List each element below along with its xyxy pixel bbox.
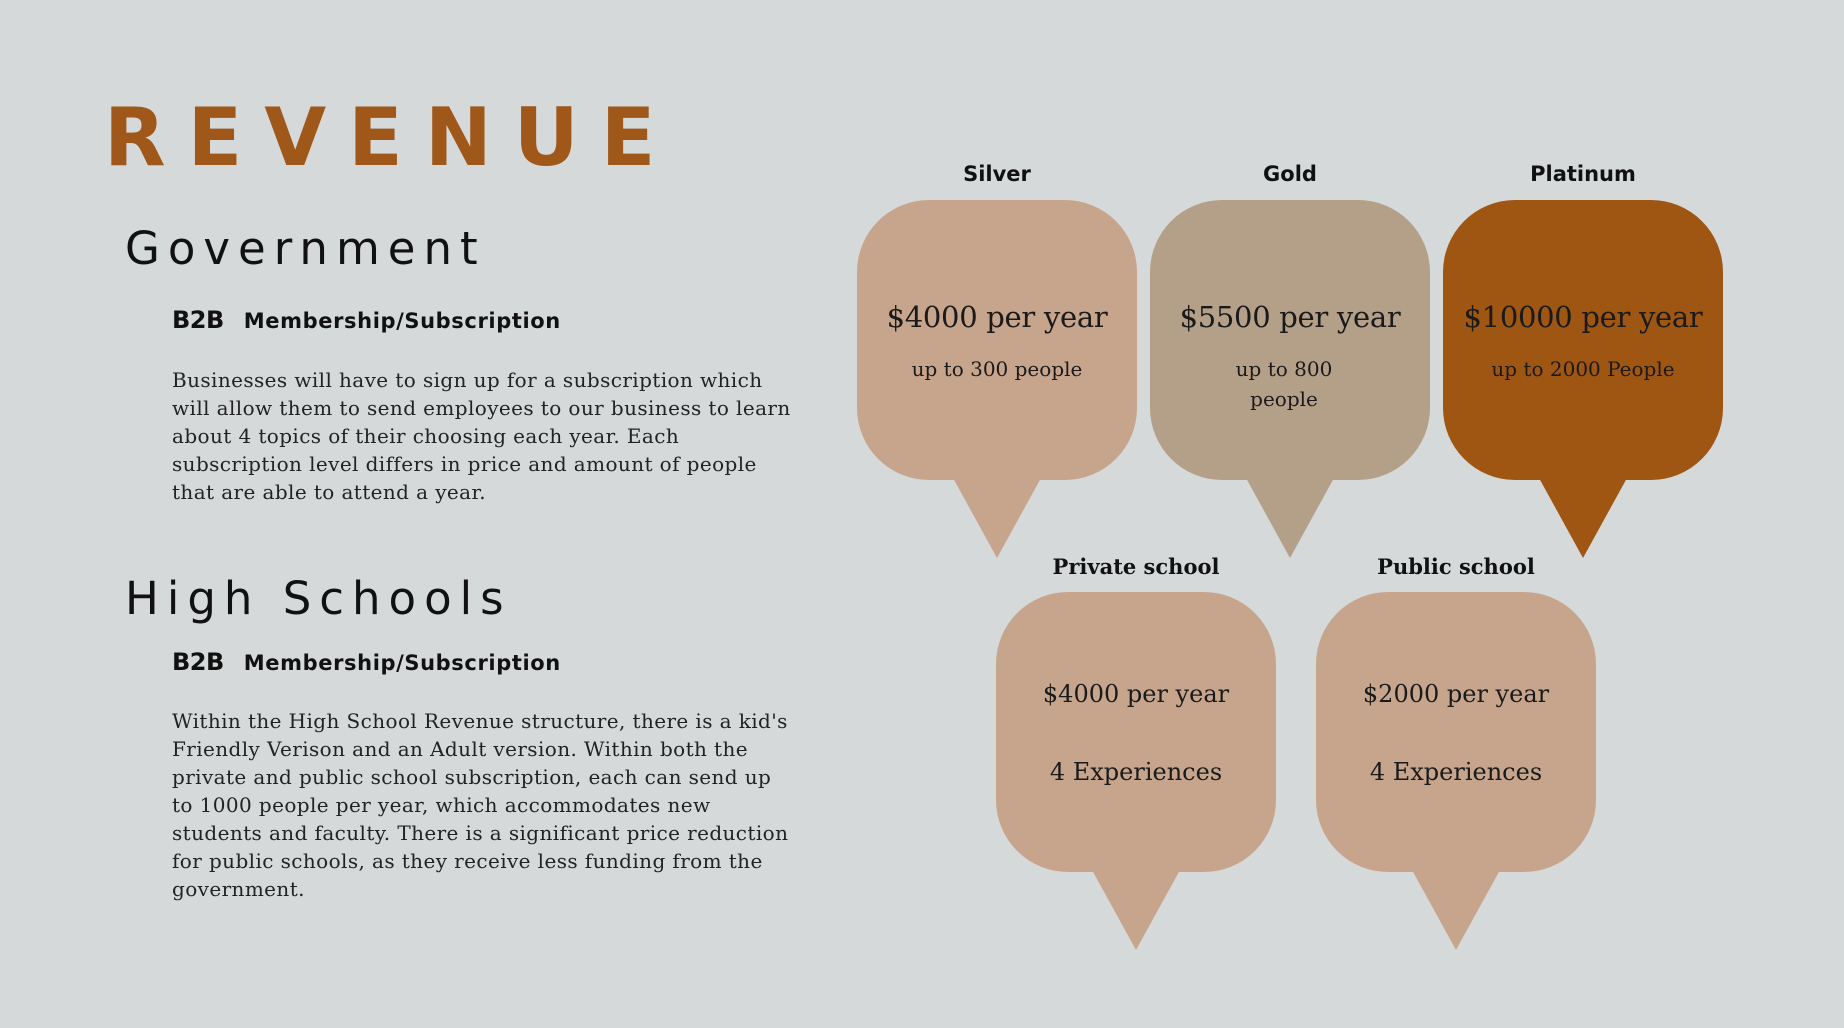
tier-silver-capacity: up to 300 people bbox=[911, 357, 1083, 381]
government-model-type: Membership/Subscription bbox=[243, 309, 561, 333]
high-schools-model-type: Membership/Subscription bbox=[243, 651, 561, 675]
school-private-bubble-tail bbox=[1092, 870, 1180, 950]
tier-silver-label: Silver bbox=[963, 162, 1031, 186]
tier-platinum-bubble-tail bbox=[1539, 478, 1627, 558]
page-title: REVENUE bbox=[104, 91, 678, 184]
high-schools-model-line bbox=[172, 648, 561, 676]
high-schools-heading: High Schools bbox=[125, 572, 512, 625]
tier-silver-bubble-tail bbox=[953, 478, 1041, 558]
tier-platinum-capacity: up to 2000 People bbox=[1491, 357, 1675, 381]
high-schools-model-tag: B2B bbox=[172, 648, 224, 676]
tier-platinum-label: Platinum bbox=[1530, 162, 1636, 186]
tier-gold-label: Gold bbox=[1263, 162, 1317, 186]
school-public-bubble-tail bbox=[1412, 870, 1500, 950]
government-model-line bbox=[172, 306, 561, 334]
tier-silver-price: $4000 per year bbox=[886, 300, 1108, 334]
government-model-tag: B2B bbox=[172, 306, 224, 334]
tier-gold-bubble bbox=[1150, 200, 1430, 480]
government-description: Businesses will have to sign up for a subscription which will allow them to send employees to our business to learn about 4 topics of their choosing each year. Each subscription level differs in price and amount of people that are able to attend a year. bbox=[172, 368, 791, 504]
high-schools-description: Within the High School Revenue structure, there is a kid's Friendly Verison and an Adult version. Within both the private and public school subscription, each can send up to 1000 people per year, which accommodates new students and faculty. There is a significant price reduction for public schools, as they receive less funding from the government. bbox=[172, 709, 789, 901]
tier-gold-price: $5500 per year bbox=[1179, 300, 1401, 334]
tier-gold-capacity: up to 800 people bbox=[1235, 357, 1333, 411]
school-public-experiences: 4 Experiences bbox=[1369, 758, 1543, 786]
tier-platinum-bubble bbox=[1443, 200, 1723, 480]
tier-silver-bubble bbox=[857, 200, 1137, 480]
tier-gold-bubble-tail bbox=[1246, 478, 1334, 558]
school-public-bubble bbox=[1316, 592, 1596, 872]
tier-platinum-price: $10000 per year bbox=[1463, 300, 1703, 334]
school-private-bubble bbox=[996, 592, 1276, 872]
school-public-price: $2000 per year bbox=[1362, 680, 1550, 708]
government-heading: Government bbox=[125, 222, 486, 275]
school-public-label: Public school bbox=[1377, 554, 1535, 579]
school-private-label: Private school bbox=[1052, 554, 1220, 579]
school-private-price: $4000 per year bbox=[1042, 680, 1230, 708]
school-private-experiences: 4 Experiences bbox=[1049, 758, 1223, 786]
